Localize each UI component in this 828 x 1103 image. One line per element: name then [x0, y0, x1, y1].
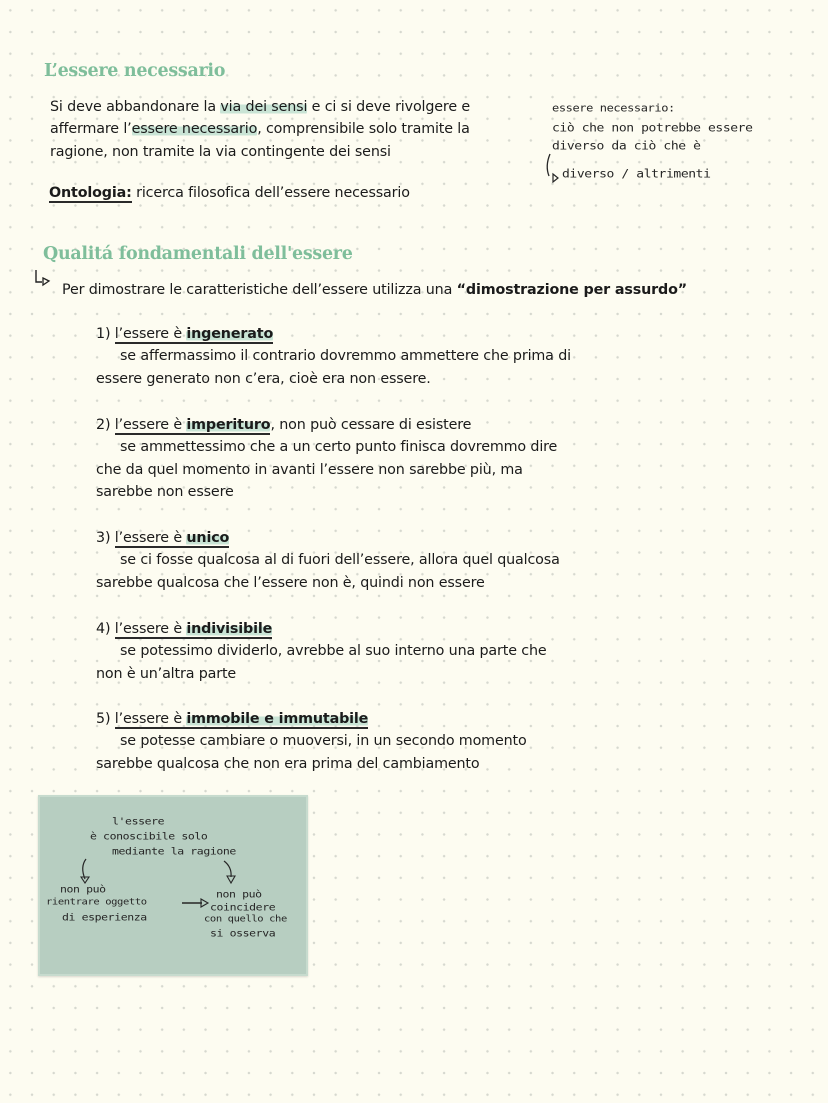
text-span: e ci si deve rivolgere e: [307, 99, 471, 115]
item-lead: l’essere è: [114, 417, 187, 433]
sticky-top-line-1: l'essere: [112, 815, 165, 827]
margin-note-line-3: diverso da ciò che è: [552, 140, 701, 153]
item-line: sarebbe non essere: [96, 483, 234, 500]
item-heading: [96, 708, 527, 730]
margin-note-line-1: essere necessario:: [552, 102, 675, 114]
ontologia-definition: [49, 182, 410, 204]
quality-item-1: [96, 323, 571, 390]
curved-arrow-icon: [544, 152, 566, 186]
item-lead: l’essere è: [114, 530, 187, 546]
item-number: 1): [96, 326, 111, 342]
sticky-top-line-2: è conoscibile solo: [90, 830, 208, 842]
quality-imperituro: imperituro: [186, 417, 271, 433]
item-line: se potessimo dividerlo, avrebbe al suo interno una parte che: [120, 643, 547, 660]
sticky-note: [38, 795, 308, 976]
margin-note-line-2: ciò che non potrebbe essere: [552, 122, 753, 135]
item-lead: l’essere è: [114, 621, 187, 637]
highlight-via-dei-sensi: via dei sensi: [220, 99, 308, 115]
sticky-left-line-2: rientrare oggetto: [46, 897, 147, 908]
handwritten-margin-note: [552, 102, 802, 192]
quality-item-3: [96, 527, 560, 594]
quality-ingenerato: ingenerato: [186, 326, 274, 342]
item-heading: [96, 323, 571, 345]
text-span: affermare l’: [50, 121, 132, 138]
item-trail: , non può cessare di esistere: [270, 417, 472, 433]
item-number: 3): [96, 530, 111, 546]
item-lead: l’essere è: [114, 326, 187, 342]
item-number: 5): [96, 711, 111, 727]
paragraph-line-3: ragione, non tramite la via contingente dei sensi: [50, 143, 391, 160]
intro-text: Per dimostrare le caratteristiche dell’essere utilizza una: [62, 282, 457, 298]
item-line: se potesse cambiare o muoversi, in un secondo momento: [120, 733, 527, 750]
sticky-right-line-2: coincidere: [210, 901, 276, 913]
quality-item-4: [96, 618, 547, 685]
quality-item-5: [96, 708, 527, 775]
item-underlined-heading: [115, 326, 273, 344]
highlight-essere-necessario: essere necessario: [131, 121, 258, 138]
item-line: essere generato non c’era, cioè era non essere.: [96, 370, 431, 387]
definition-text: ricerca filosofica dell’essere necessario: [131, 185, 410, 201]
arrow-right-icon: [180, 897, 210, 909]
dimostrazione-intro: [62, 279, 687, 301]
arrow-return-icon: [34, 268, 52, 288]
item-underlined-heading: [115, 417, 271, 435]
text-span: , comprensibile solo tramite la: [257, 121, 470, 138]
quality-unico: unico: [186, 530, 230, 546]
sticky-left-line-3: di esperienza: [62, 911, 147, 923]
intro-paragraph: [50, 96, 470, 163]
item-line: se ammettessimo che a un certo punto finisca dovremmo dire: [120, 439, 558, 456]
item-line: se affermassimo il contrario dovremmo ammettere che prima di: [120, 348, 571, 365]
item-line: che da quel momento in avanti l’essere non sarebbe più, ma: [96, 461, 523, 478]
item-heading: [96, 527, 560, 549]
item-line: non è un’altra parte: [96, 665, 237, 682]
item-heading: [96, 414, 557, 436]
quality-item-2: [96, 414, 557, 503]
item-lead: l’essere è: [114, 711, 187, 727]
paragraph-line-2: [50, 118, 470, 140]
quality-indivisibile: indivisibile: [186, 621, 273, 637]
item-number: 2): [96, 417, 111, 433]
sticky-right-line-4: si osserva: [210, 927, 276, 939]
text-span: Si deve abbandonare la: [50, 99, 221, 115]
item-number: 4): [96, 621, 111, 637]
item-line: sarebbe qualcosa che l’essere non è, quindi non essere: [96, 574, 485, 591]
sticky-top-line-3: mediante la ragione: [112, 845, 236, 857]
paragraph-line-1: [50, 96, 470, 118]
sticky-right-line-3: con quello che: [204, 914, 287, 925]
intro-bold: “dimostrazione per assurdo”: [456, 282, 688, 298]
sticky-left-line-1: non può: [60, 883, 106, 895]
sticky-right-line-1: non può: [216, 888, 262, 900]
margin-note-line-4: diverso / altrimenti: [562, 168, 711, 181]
item-underlined-heading: [115, 711, 368, 729]
section-title-qualita: Qualitá fondamentali dell'essere: [43, 244, 353, 264]
arrow-down-right-icon: [220, 859, 240, 887]
item-underlined-heading: [115, 621, 272, 639]
item-underlined-heading: [115, 530, 229, 548]
quality-immobile-immutabile: immobile e immutabile: [186, 711, 369, 727]
item-line: sarebbe qualcosa che non era prima del cambiamento: [96, 755, 480, 772]
section-title-essere-necessario: L’essere necessario: [44, 61, 226, 81]
item-heading: [96, 618, 547, 640]
item-line: se ci fosse qualcosa al di fuori dell’essere, allora quel qualcosa: [120, 552, 560, 569]
definition-term: Ontologia:: [49, 185, 132, 201]
